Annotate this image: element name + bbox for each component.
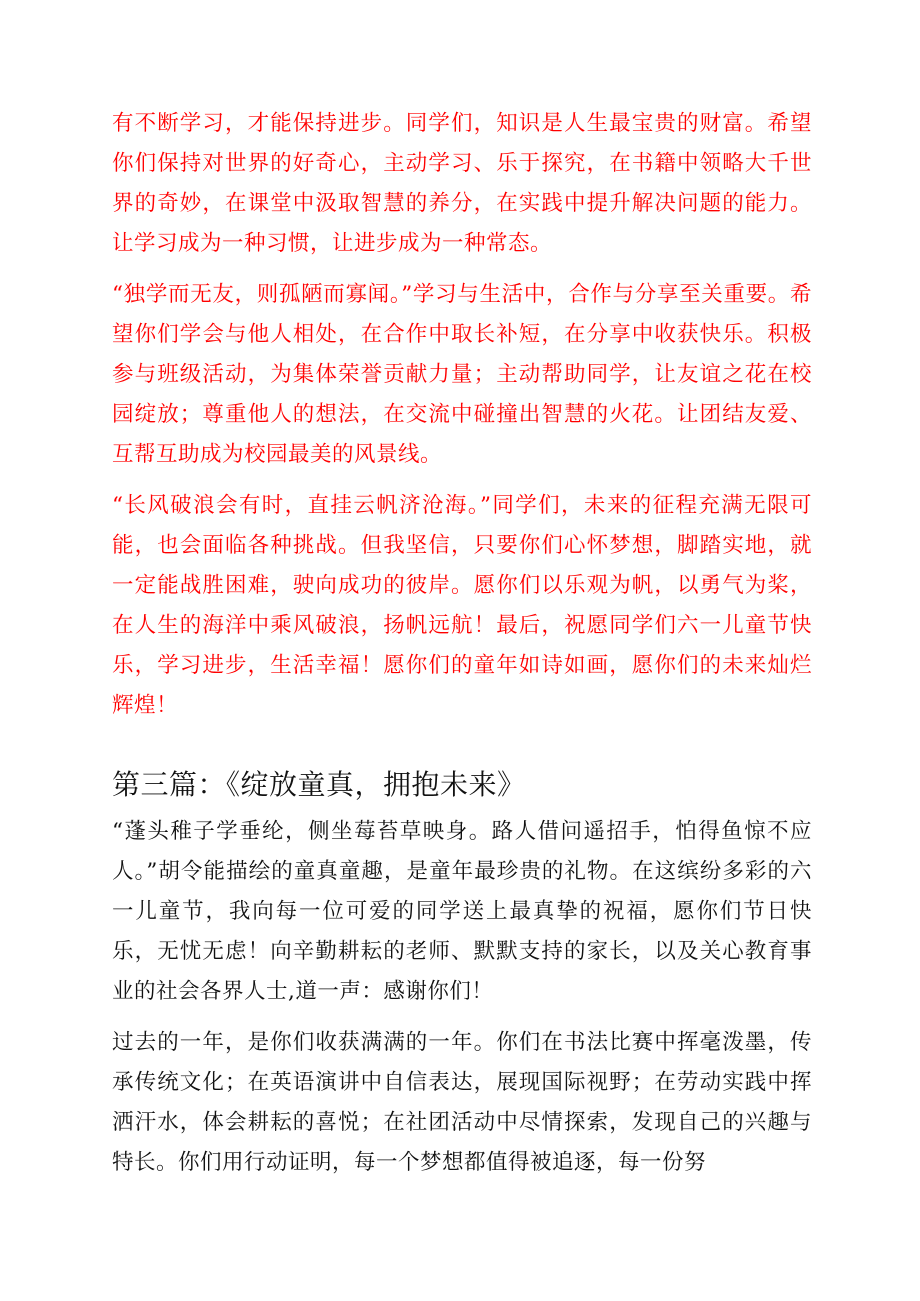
paragraph-learning: 有不断学习，才能保持进步。同学们，知识是人生最宝贵的财富。希望你们保持对世界的好奇心，主动学习、乐于探究，在书籍中领略大千世界的奇妙，在课堂中汲取智慧的养分，在实践中提升解决问题的能力。让学习成为一种习惯，让进步成为一种常态。 [112, 111, 812, 256]
section-heading: 第三篇：《绽放童真，拥抱未来》 [112, 768, 526, 801]
document-page [112, 104, 812, 1183]
paragraph-childhood: “蓬头稚子学垂纶，侧坐莓苔草映身。路人借问遥招手，怕得鱼惊不应人。”胡令能描绘的童真童趣，是童年最珍贵的礼物。在这缤纷多彩的六一儿童节，我向每一位可爱的同学送上最真挚的祝福，愿你们节日快乐，无忧无虑！向辛勤耕耘的老师、默默支持的家长，以及关心教育事业的社会各界人士,道一声：感谢你们！ [112, 819, 812, 1004]
paragraph-past-year: 过去的一年，是你们收获满满的一年。你们在书法比赛中挥毫泼墨，传承传统文化；在英语演讲中自信表达，展现国际视野；在劳动实践中挥洒汗水，体会耕耘的喜悦；在社团活动中尽情探索，发现自己的兴趣与特长。你们用行动证明，每一个梦想都值得被追逐，每一份努 [112, 1030, 812, 1175]
paragraph-future: “长风破浪会有时，直挂云帆济沧海。”同学们，未来的征程充满无限可能，也会面临各种挑战。但我坚信，只要你们心怀梦想，脚踏实地，就一定能战胜困难，驶向成功的彼岸。愿你们以乐观为帆，以勇气为桨，在人生的海洋中乘风破浪，扬帆远航！最后，祝愿同学们六一儿童节快乐，学习进步，生活幸福！愿你们的童年如诗如画，愿你们的未来灿烂辉煌！ [112, 493, 812, 718]
paragraph-cooperation: “独学而无友，则孤陋而寡闻。”学习与生活中，合作与分享至关重要。希望你们学会与他人相处，在合作中取长补短，在分享中收获快乐。积极参与班级活动，为集体荣誉贡献力量；主动帮助同学，让友谊之花在校园绽放；尊重他人的想法，在交流中碰撞出智慧的火花。让团结友爱、互帮互助成为校园最美的风景线。 [112, 282, 812, 467]
